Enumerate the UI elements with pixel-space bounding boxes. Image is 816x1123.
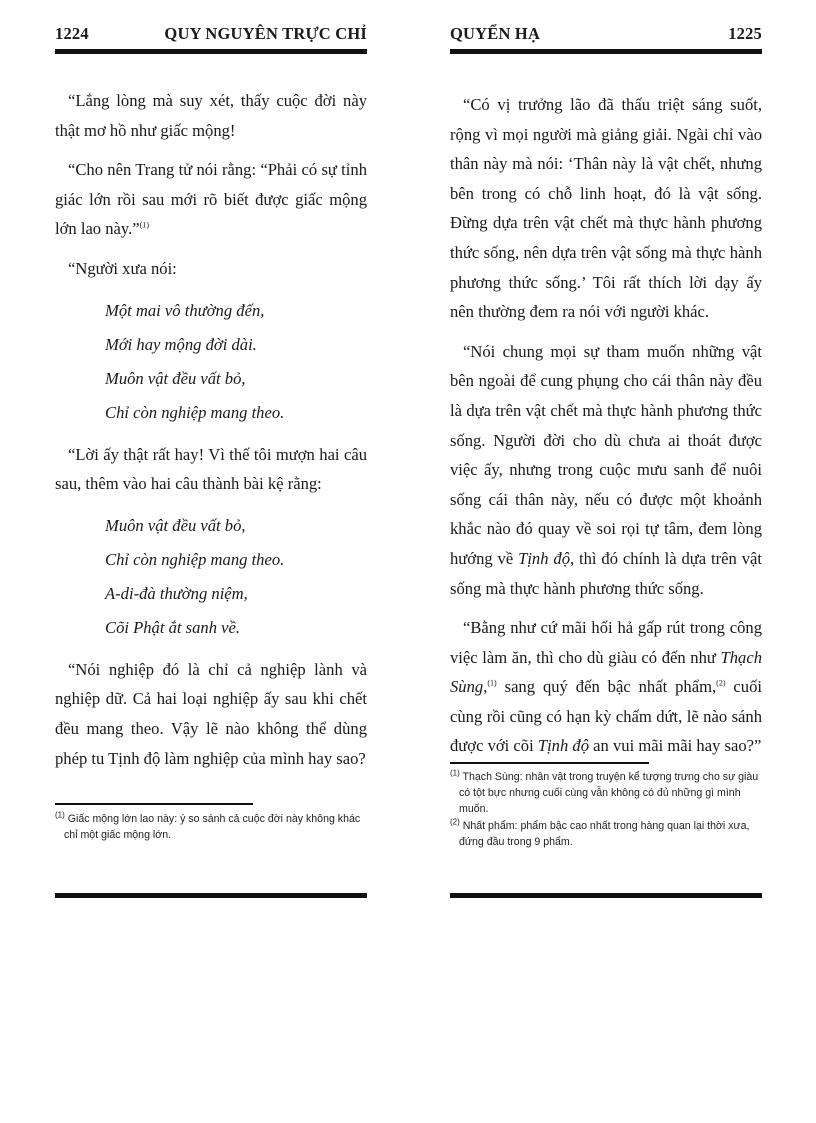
verse-line: Chỉ còn nghiệp mang theo. xyxy=(105,402,285,422)
right-page-header xyxy=(450,24,762,46)
page-number: 1225 xyxy=(728,24,762,43)
header-rule xyxy=(450,49,762,54)
paragraph: “Nói nghiệp đó là chỉ cả nghiệp lành và nghiệp dữ. Cả hai loại nghiệp ấy sau khi chết đều mang theo. Vậy lẽ nào không thể dùng phép tu Tịnh độ làm nghiệp của mình hay sao? xyxy=(55,659,367,768)
footnote: $^{(1)}$ Giấc mộng lớn lao này: ý so sánh cả cuộc đời này không khác chỉ một giấc mộng lớn. xyxy=(55,810,361,841)
verse-line: A-di-đà thường niệm, xyxy=(105,583,248,603)
paragraph: “Cho nên Trang tử nói rằng: “Phải có sự tỉnh giác lớn rồi sau mới rõ biết được giấc mộng lớn lao này.”$^{(1)}$ xyxy=(55,160,367,239)
footnote: $^{(1)}$ Thạch Sùng: nhân vật trong truyện kể tượng trưng cho sự giàu có tột bực nhưng cuối cùng vẫn không có đủ những gì mình muốn. xyxy=(450,768,759,815)
verse-line: Muôn vật đều vất bỏ, xyxy=(105,515,246,535)
term: Thạch Sùng xyxy=(450,647,762,697)
footer-rule xyxy=(55,893,367,898)
footnote-rule xyxy=(450,762,649,764)
footnote-ref: (2) xyxy=(716,678,726,688)
footnote-rule xyxy=(55,803,253,805)
running-title: QUYỂN HẠ xyxy=(450,24,541,43)
right-page-body xyxy=(450,90,762,771)
verse-line: Chỉ còn nghiệp mang theo. xyxy=(105,549,285,569)
paragraph: “Bằng như cứ mãi hối hả gấp rút trong công việc làm ăn, thì cho dù giàu có đến như Thạch Sùng,$^{(1)}$ sang quý đến bậc nhất phẩm,$^{(2)}$ cuối cùng rồi cũng có hạn kỳ chấm dứt, lẽ nào sánh được với cõi Tịnh độ an vui mãi mãi hay sao?” xyxy=(450,618,762,756)
left-page-header xyxy=(55,24,367,46)
paragraph: “Lắng lòng mà suy xét, thấy cuộc đời này thật mơ hồ như giấc mộng! xyxy=(55,91,367,140)
left-page-body xyxy=(55,86,367,783)
header-rule xyxy=(55,49,367,54)
page-number: 1224 xyxy=(55,24,89,43)
running-title: QUY NGUYÊN TRỰC CHỈ xyxy=(164,24,367,43)
footnotes xyxy=(55,811,367,844)
verse-line: Một mai vô thường đến, xyxy=(105,300,265,320)
verse-line: Cõi Phật ắt sanh về. xyxy=(105,617,241,637)
footnotes xyxy=(450,769,762,851)
footnote-ref: (1) xyxy=(487,678,497,688)
verse-line: Mới hay mộng đời dài. xyxy=(105,334,257,354)
verse-block xyxy=(105,509,367,645)
footnote-ref: (1) xyxy=(139,220,149,230)
paragraph: “Nói chung mọi sự tham muốn những vật bên ngoài để cung phụng cho cái thân này đều là dựa trên vật chết mà thực hành phương thức sống. Người đời cho dù chưa ai thoát được việc ấy, nhưng trong cuộc mưu sanh để nuôi sống cái thân này, nếu có được một khoảnh khắc nào đó quay về soi rọi tự tâm, đem lòng hướng về Tịnh độ, thì đó chính là dựa trên vật sống mà thực hành phương thức sống. xyxy=(450,341,762,598)
term: Tịnh độ xyxy=(537,736,590,756)
term: Tịnh độ xyxy=(518,548,570,568)
verse-line: Muôn vật đều vất bỏ, xyxy=(105,368,246,388)
footer-rule xyxy=(450,893,762,898)
verse-block xyxy=(105,294,367,430)
footnote: $^{(2)}$ Nhất phẩm: phẩm bậc cao nhất trong hàng quan lại thời xưa, đứng đầu trong 9 phẩm. xyxy=(450,817,750,848)
paragraph: “Lời ấy thật rất hay! Vì thế tôi mượn hai câu sau, thêm vào hai câu thành bài kệ rằng: xyxy=(55,444,367,494)
paragraph: “Người xưa nói: xyxy=(68,258,177,278)
paragraph: “Có vị trưởng lão đã thấu triệt sáng suốt, rộng vì mọi người mà giảng giải. Ngài chỉ vào thân này mà nói: ‘Thân này là vật chết, nhưng bên trong có chỗ linh hoạt, đó là vật sống. Đừng dựa trên vật chết mà thực hành phương thức sống, nên dựa trên vật sống mà thực hành phương thức sống.’ Tôi rất thích lời dạy ấy nên thường đem ra nói với người khác. xyxy=(450,95,762,322)
